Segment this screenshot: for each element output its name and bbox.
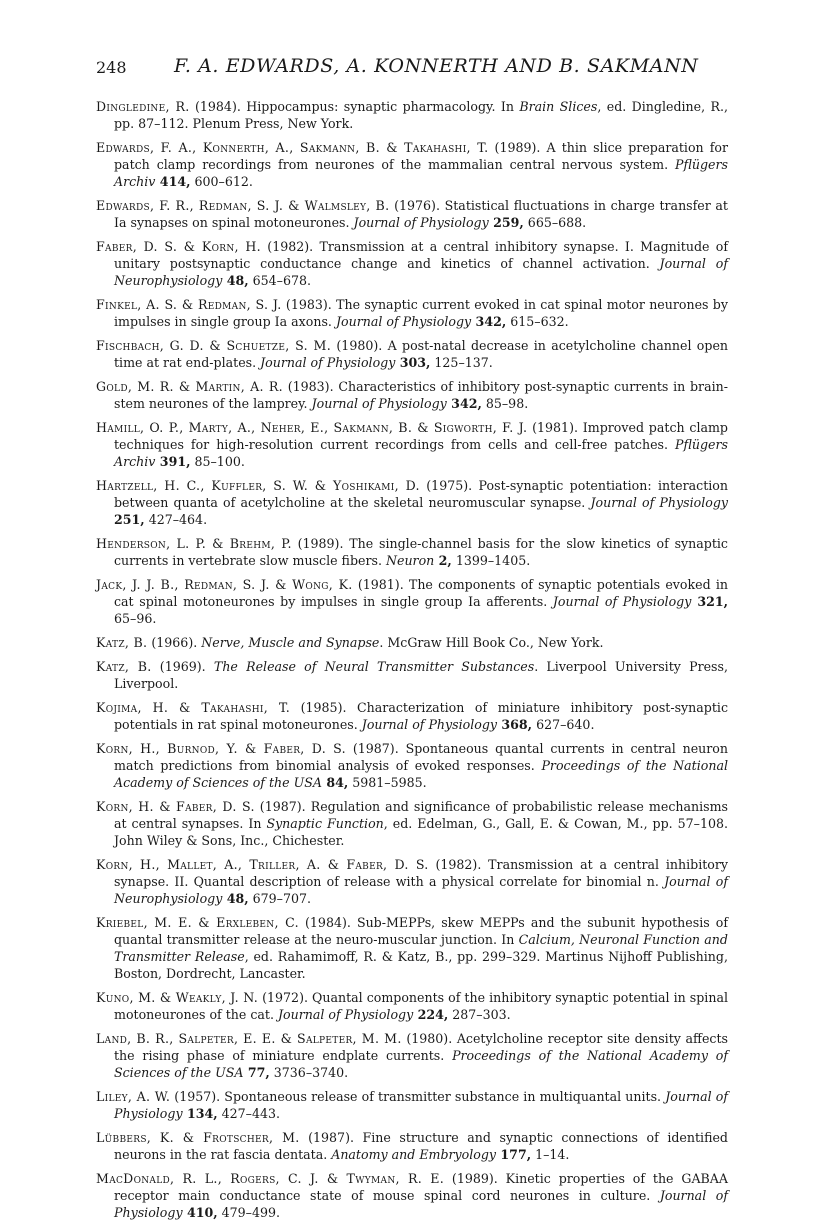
reference-item — [96, 1170, 728, 1221]
reference-item — [96, 238, 728, 289]
reference-authors: Kuno, M. & Weakly, J. N. — [96, 990, 259, 1005]
page — [96, 55, 729, 1228]
reference-authors: Korn, H. & Faber, D. S. — [96, 799, 255, 814]
reference-authors: Dingledine, R. — [96, 99, 190, 114]
reference-authors: Edwards, F. A., Konnerth, A., Sakmann, B. & Takahashi, T. — [96, 140, 489, 155]
reference-title: Post-synaptic potentiation: interaction between quanta of acetylcholine at the skeletal neuromuscular synapse. — [114, 478, 728, 510]
reference-pages: 5981–5985. — [348, 775, 427, 790]
reference-tail: , ed. Rahamimoff, R. & Katz, B., pp. 299–329. Martinus Nijhoff Publishing, Boston, Dordrecht, Lancaster. — [114, 949, 728, 981]
reference-item — [96, 914, 728, 982]
reference-item — [96, 1030, 728, 1081]
reference-journal: Anatomy and Embryology — [331, 1147, 497, 1162]
reference-journal: Brain Slices — [519, 99, 598, 114]
reference-journal: Calcium, Neuronal Function and Transmitter Release — [114, 932, 728, 964]
reference-title: Sub-MEPPs, skew MEPPs and the subunit hypothesis of quantal transmitter release at the neuro-muscular junction. In — [114, 915, 728, 947]
reference-journal: Journal of Neurophysiology — [114, 874, 728, 906]
reference-year: (1975). — [426, 478, 473, 493]
reference-authors: MacDonald, R. L., Rogers, C. J. & Twyman, R. E. — [96, 1171, 445, 1186]
reference-authors: Edwards, F. R., Redman, S. J. & Walmsley, B. — [96, 198, 390, 213]
reference-journal: Neuron — [385, 553, 435, 568]
reference-volume: 224, — [413, 1007, 449, 1022]
reference-journal: Journal of Physiology — [260, 355, 396, 370]
reference-item — [96, 378, 728, 412]
reference-title: The single-channel basis for the slow kinetics of synaptic currents in vertebrate slow muscle fibers. — [114, 536, 728, 568]
reference-pages: 65–96. — [114, 611, 157, 626]
reference-authors: Hamill, O. P., Marty, A., Neher, E., Sakmann, B. & Sigworth, F. J. — [96, 420, 528, 435]
reference-year: (1984). — [194, 99, 241, 114]
reference-pages: 427–464. — [144, 512, 208, 527]
reference-item — [96, 1129, 728, 1163]
reference-authors: Katz, B. — [96, 659, 152, 674]
reference-year: (1969). — [159, 659, 206, 674]
reference-title: Acetylcholine receptor site density affects the rising phase of miniature endplate currents. — [114, 1031, 728, 1063]
reference-title: Characterization of miniature inhibitory post-synaptic potentials in rat spinal motoneurones. — [114, 700, 728, 732]
reference-volume: 303, — [395, 355, 431, 370]
reference-title: Hippocampus: synaptic pharmacology. In — [240, 99, 520, 114]
reference-title: The synaptic current evoked in cat spinal motor neurones by impulses in single group Ia axons. — [114, 297, 728, 329]
reference-title: Characteristics of inhibitory post-synaptic currents in brain-stem neurones of the lamprey. — [114, 379, 728, 411]
reference-item — [96, 576, 728, 627]
reference-authors: Henderson, L. P. & Brehm, P. — [96, 536, 292, 551]
reference-authors: Fischbach, G. D. & Schuetze, S. M. — [96, 338, 332, 353]
reference-year: (1983). — [285, 297, 332, 312]
reference-year: (1985). — [300, 700, 347, 715]
reference-pages: 679–707. — [248, 891, 312, 906]
reference-volume: 48, — [222, 273, 249, 288]
reference-title: Spontaneous quantal currents in central neuron match predictions from binomial analysis of evoked responses. — [114, 741, 728, 773]
reference-item — [96, 989, 728, 1023]
reference-title: Transmission at a central inhibitory synapse. I. Magnitude of unitary postsynaptic conductance change and kinetics of channel activation. — [114, 239, 729, 271]
reference-tail: , ed. Edelman, G., Gall, E. & Cowan, M., pp. 57–108. John Wiley & Sons, Inc., Chichester. — [114, 816, 729, 848]
reference-journal: Proceedings of the National Academy of Sciences of the USA — [114, 758, 728, 790]
reference-volume: 77, — [243, 1065, 270, 1080]
reference-item — [96, 1088, 728, 1122]
reference-year: (1983). — [287, 379, 334, 394]
reference-item — [96, 699, 728, 733]
reference-authors: Gold, M. R. & Martin, A. R. — [96, 379, 283, 394]
reference-year: (1981). — [357, 577, 404, 592]
reference-authors: Jack, J. J. B., Redman, S. J. & Wong, K. — [96, 577, 353, 592]
reference-item — [96, 419, 728, 470]
reference-pages: 615–632. — [506, 314, 569, 329]
reference-title: Transmission at a central inhibitory synapse. II. Quantal description of release with a physical correlate for binomial n. — [114, 857, 728, 889]
reference-year: (1972). — [262, 990, 308, 1005]
reference-title: Spontaneous release of transmitter substance in multiquantal units. — [220, 1089, 666, 1104]
reference-list — [96, 98, 728, 1221]
reference-title: Statistical fluctuations in charge transfer at Ia synapses on spinal motoneurones. — [114, 198, 728, 230]
reference-title: Kinetic properties of the GABAA receptor main conductance state of mouse spinal cord neurones in culture. — [114, 1171, 728, 1203]
reference-journal: Proceedings of the National Academy of Sciences of the USA — [114, 1048, 728, 1080]
reference-volume: 84, — [321, 775, 349, 790]
reference-authors: Korn, H., Mallet, A., Triller, A. & Faber, D. S. — [96, 857, 429, 872]
reference-tail: , ed. Dingledine, R., pp. 87–112. Plenum Press, New York. — [114, 99, 728, 131]
reference-authors: Hartzell, H. C., Kuffler, S. W. & Yoshikami, D. — [96, 478, 420, 493]
reference-item — [96, 98, 728, 132]
reference-item — [96, 798, 728, 849]
reference-volume: 259, — [488, 215, 524, 230]
reference-year: (1976). — [394, 198, 440, 213]
reference-journal: Journal of Physiology — [552, 594, 692, 609]
reference-pages: 654–678. — [248, 273, 312, 288]
reference-journal: Journal of Physiology — [335, 314, 472, 329]
reference-volume: 342, — [471, 314, 507, 329]
reference-volume: 410, — [182, 1205, 218, 1220]
reference-title: The components of synaptic potentials evoked in cat spinal motoneurones by impulses in single group Ia afferents. — [114, 577, 728, 609]
reference-item — [96, 337, 728, 371]
reference-pages: 85–100. — [190, 454, 245, 469]
reference-journal: Pflügers Archiv — [114, 437, 728, 469]
reference-volume: 134, — [182, 1106, 218, 1121]
reference-journal: Synaptic Function — [266, 816, 384, 831]
reference-journal: Journal of Physiology — [311, 396, 447, 411]
reference-authors: Faber, D. S. & Korn, H. — [96, 239, 261, 254]
reference-volume: 391, — [155, 454, 191, 469]
reference-authors: Finkel, A. S. & Redman, S. J. — [96, 297, 282, 312]
reference-year: (1980). — [336, 338, 383, 353]
reference-volume: 342, — [446, 396, 482, 411]
reference-journal: Journal of Physiology — [114, 1188, 728, 1220]
reference-pages: 287–303. — [448, 1007, 511, 1022]
reference-item — [96, 197, 728, 231]
reference-item — [96, 856, 728, 907]
reference-year: (1982). — [267, 239, 314, 254]
reference-pages: 125–137. — [430, 355, 493, 370]
reference-year: (1980). — [406, 1031, 453, 1046]
reference-journal: The Release of Neural Transmitter Substances — [213, 659, 535, 674]
reference-volume: 251, — [114, 512, 145, 527]
reference-title: A post-natal decrease in acetylcholine channel open time at rat end-plates. — [114, 338, 729, 370]
reference-tail: . McGraw Hill Book Co., New York. — [379, 635, 604, 650]
reference-title: Improved patch clamp techniques for high-resolution current recordings from cells and cell-free patches. — [114, 420, 728, 452]
reference-year: (1987). — [259, 799, 306, 814]
reference-year: (1966). — [151, 635, 198, 650]
reference-journal: Journal of Physiology — [590, 495, 728, 510]
reference-pages: 85–98. — [481, 396, 529, 411]
reference-authors: Korn, H., Burnod, Y. & Faber, D. S. — [96, 741, 346, 756]
reference-year: (1987). — [308, 1130, 354, 1145]
reference-journal: Pflügers Archiv — [114, 157, 728, 189]
reference-year: (1989). — [297, 536, 344, 551]
reference-volume: 368, — [497, 717, 533, 732]
reference-tail: . Liverpool University Press, Liverpool. — [114, 659, 728, 691]
reference-pages: 1–14. — [531, 1147, 570, 1162]
reference-year: (1981). — [532, 420, 578, 435]
reference-year: (1989). — [451, 1171, 498, 1186]
reference-title: Fine structure and synaptic connections of identified neurons in the rat fascia dentata. — [114, 1130, 728, 1162]
reference-item — [96, 535, 728, 569]
reference-journal: Journal of Physiology — [277, 1007, 414, 1022]
reference-volume: 48, — [222, 891, 249, 906]
reference-authors: Kojima, H. & Takahashi, T. — [96, 700, 291, 715]
reference-journal: Nerve, Muscle and Synapse — [201, 635, 380, 650]
reference-pages: 479–499. — [217, 1205, 281, 1220]
reference-title: Quantal components of the inhibitory synaptic potential in spinal motoneurones of the cat. — [114, 990, 728, 1022]
reference-authors: Kriebel, M. E. & Erxleben, C. — [96, 915, 299, 930]
reference-title — [206, 659, 214, 674]
reference-pages: 665–688. — [523, 215, 587, 230]
reference-item — [96, 634, 728, 651]
reference-item — [96, 658, 728, 692]
reference-journal: Journal of Neurophysiology — [114, 256, 729, 288]
reference-authors: Lübbers, K. & Frotscher, M. — [96, 1130, 300, 1145]
reference-item — [96, 477, 728, 528]
reference-authors: Katz, B. — [96, 635, 148, 650]
reference-year: (1957). — [174, 1089, 221, 1104]
reference-volume: 177, — [496, 1147, 532, 1162]
reference-pages: 3736–3740. — [269, 1065, 349, 1080]
reference-journal: Journal of Physiology — [353, 215, 489, 230]
reference-year: (1987). — [352, 741, 399, 756]
reference-pages: 627–640. — [532, 717, 595, 732]
reference-volume: 414, — [155, 174, 191, 189]
reference-item — [96, 139, 728, 190]
page-number: 248 — [96, 58, 127, 77]
reference-journal: Journal of Physiology — [361, 717, 497, 732]
reference-year: (1984). — [305, 915, 351, 930]
reference-year: (1989). — [494, 140, 541, 155]
reference-item — [96, 740, 728, 791]
page-header — [96, 55, 728, 92]
reference-journal: Journal of Physiology — [114, 1089, 728, 1121]
reference-item — [96, 296, 728, 330]
reference-pages: 600–612. — [190, 174, 253, 189]
reference-authors: Land, B. R., Salpeter, E. E. & Salpeter, M. M. — [96, 1031, 402, 1046]
reference-pages: 1399–1405. — [451, 553, 531, 568]
reference-volume: 2, — [434, 553, 452, 568]
running-head: F. A. EDWARDS, A. KONNERTH AND B. SAKMANN — [174, 55, 699, 77]
reference-year: (1982). — [435, 857, 482, 872]
reference-title: A thin slice preparation for patch clamp recordings from neurones of the mammalian central nervous system. — [114, 140, 729, 172]
reference-pages: 427–443. — [217, 1106, 281, 1121]
reference-authors: Liley, A. W. — [96, 1089, 171, 1104]
reference-volume: 321, — [691, 594, 729, 609]
reference-title: Regulation and significance of probabilistic release mechanisms at central synapses. In — [114, 799, 728, 831]
